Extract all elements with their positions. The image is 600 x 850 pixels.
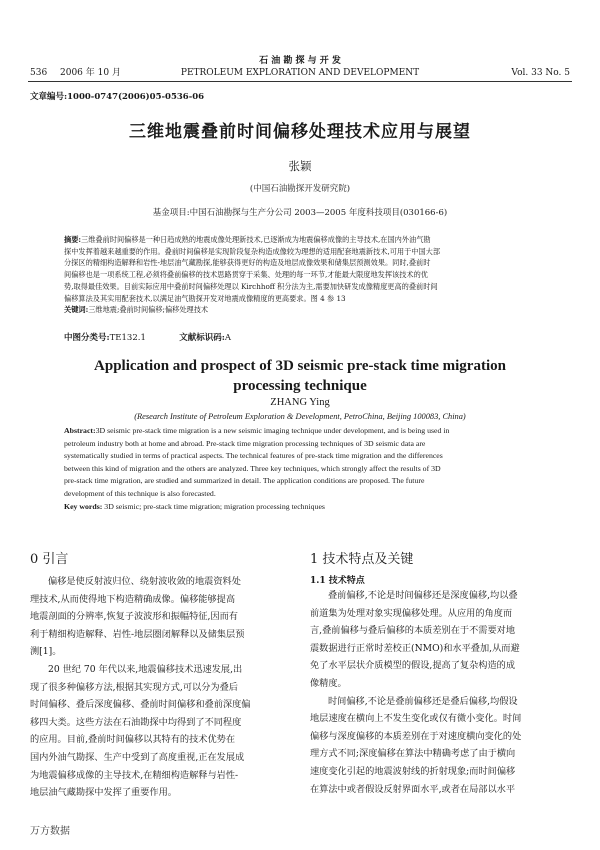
title-en-line: processing technique: [233, 378, 367, 394]
abstract-en-line: systematically studied in terms of practical aspects. The technical features of pre-stack time migration and the differences: [64, 451, 443, 461]
author-en: ZHANG Ying: [270, 397, 330, 408]
body-line: 叠前偏移,不论是时间偏移还是深度偏移,均以叠: [328, 590, 518, 601]
body-line: 理技术,从而使得地下构造精确成像。偏移能够提高: [30, 593, 236, 605]
body-line: 在算法中或者假设反射界面水平,或者在局部以水平: [310, 783, 516, 795]
abstract-en-label: Abstract:: [64, 426, 96, 435]
journal-name-en: PETROLEUM EXPLORATION AND DEVELOPMENT: [180, 68, 420, 78]
abstract-en-line: between this kind of migration and the others are analyzed. Three key techniques, which strongly affect the results of 3D: [64, 463, 441, 473]
keywords-en: 3D seismic; pre-stack time migration; migration processing techniques: [104, 501, 325, 511]
abstract-cn-line: 探中发挥着越来越重要的作用。叠前时间偏移是实现阶段复杂构造成像较为理想的适用配套地震新技术,可用于中国大部: [64, 246, 441, 256]
abstract-cn-label: 摘要:: [64, 235, 82, 244]
abstract-en-line: 3D seismic pre-stack time migration is a new seismic imaging technique under development, and is being used in: [95, 426, 450, 435]
classification: [64, 333, 231, 344]
clc-value: TE132.1: [109, 333, 146, 343]
watermark: 万方数据: [30, 826, 70, 837]
abstract-cn-line: 势,取得最佳效果。目前实际应用中叠前时间偏移处理以 Kirchhoff 积分法为主,需要加快研发成像精度更高的叠前时间: [64, 281, 438, 291]
abstract-en-line: development of this technique is also forecasted.: [64, 488, 216, 498]
right-column-text: [310, 587, 572, 798]
body-line: 利于精细构造解释、岩性-地层圈闭解释以及储集层预: [30, 628, 245, 640]
abstract-en: [64, 425, 542, 513]
keywords-cn: 三维地震;叠前时间偏移;偏移处理技术: [88, 305, 209, 315]
affiliation-cn: (中国石油勘探开发研究院): [249, 184, 351, 194]
body-line: 地层油气藏勘探中发挥了重要作用。: [30, 787, 177, 799]
body-line: 速度变化引起的地震波射线的折射现象;而时间偏移: [310, 765, 516, 777]
body-line: 的应用。目前,叠前时间偏移以其特有的技术优势在: [30, 734, 236, 746]
title-en-line: Application and prospect of 3D seismic pre-stack time migration: [94, 358, 506, 374]
body-line: 国内外油气勘探、生产中受到了高度重视,正在发展成: [30, 751, 245, 763]
section-0-heading: 0 引言: [30, 552, 69, 567]
article-id: 文章编号:1000-0747(2006)05-0536-06: [30, 92, 205, 102]
volume-issue: Vol. 33 No. 5: [511, 68, 570, 78]
body-line: 偏移是使反射波归位、绕射波收敛的地震资料处: [48, 576, 241, 587]
body-line: 时间偏移、叠后深度偏移、叠前时间偏移和叠前深度偏: [30, 699, 251, 711]
abstract-cn-line: 分探区的精细构造解释和岩性-地层油气藏勘探,能够获得更好的构造及地层成像效果和储集层预测效果。同时,叠前时: [64, 258, 431, 268]
abstract-cn-line: 偏移算法及其实用配套技术,以满足油气勘探开发对地震成像精度的更高要求。图 4 参 13: [64, 293, 346, 303]
body-line: 现了很多种偏移方法,根据其实现方式,可以分为叠后: [30, 681, 238, 693]
author-cn: 张颖: [288, 159, 312, 173]
body-line: 为地震偏移成像的主导技术,在精细构造解释与岩性-: [30, 769, 239, 781]
doc-code-value: A: [224, 333, 232, 343]
header-rule: [28, 81, 572, 82]
keywords-en-label: Key words:: [64, 501, 103, 511]
body-line: 像精度。: [310, 677, 347, 689]
title-en: [40, 356, 560, 396]
left-column-text: [30, 573, 298, 802]
abstract-cn: [64, 234, 542, 316]
funding-note: 基金项目:中国石油勘探与生产分公司 2003—2005 年度科技项目(030166-6): [152, 208, 448, 218]
affiliation-en: (Research Institute of Petroleum Exploration & Development, PetroChina, Beijing 100083, China): [134, 412, 466, 421]
body-line: 言,叠前偏移与叠后偏移的本质差别在于不需要对地: [310, 625, 516, 637]
body-line: 地层速度在横向上不发生变化或仅有微小变化。时间: [310, 713, 522, 725]
body-line: 理方式不同;深度偏移在算法中精确考虑了由于横向: [310, 748, 516, 760]
body-line: 前道集为处理对象实现偏移处理。从应用的角度而: [310, 607, 513, 619]
body-line: 地震剖面的分辨率,恢复子波波形和振幅特征,因而有: [30, 611, 238, 623]
body-line: 时间偏移,不论是叠前偏移还是叠后偏移,均假设: [328, 695, 518, 707]
page-number: 536: [30, 68, 48, 78]
title-cn: 三维地震叠前时间偏移处理技术应用与展望: [129, 122, 471, 142]
body-line: 偏移与深度偏移的本质差别在于对速度横向变化的处: [310, 730, 522, 742]
doc-code-label: 文献标识码:: [179, 333, 225, 343]
abstract-en-line: pre-stack time migration, are studied and summarized in detail. The application conditions are proposed. The future: [64, 476, 425, 486]
section-1-heading: 1 技术特点及关键: [310, 552, 414, 567]
subsection-1-1-heading: 1.1 技术特点: [310, 576, 365, 586]
body-line: 震数据进行正常时差校正(NMO)和水平叠加,从而避: [310, 642, 520, 654]
body-line: 移四大类。这些方法在石油勘探中均得到了不同程度: [30, 716, 242, 728]
body-line: 测[1]。: [30, 646, 62, 658]
clc-label: 中图分类号:: [64, 333, 110, 343]
abstract-cn-line: 间偏移也是一项系统工程,必须将叠前偏移的技术思路贯穿于采集、处理的每一环节,才能最大限度地发挥该技术的优: [64, 270, 428, 280]
keywords-cn-label: 关键词:: [64, 305, 89, 315]
issue-date: 2006 年 10 月: [60, 68, 121, 78]
body-line: 20 世纪 70 年代以来,地震偏移技术迅速发展,出: [48, 663, 243, 675]
abstract-en-line: petroleum industry both at home and abroad. Pre-stack time migration processing techniques of 3D seismic data are: [64, 438, 426, 448]
abstract-cn-line: 三维叠前时间偏移是一种日趋成熟的地震成像处理新技术,已逐渐成为地震偏移成像的主导技术,在国内外油气勘: [81, 235, 431, 244]
body-line: 免了水平层状介质模型的假设,提高了复杂构造的成: [310, 660, 516, 672]
journal-name-cn: 石 油 勘 探 与 开 发: [259, 56, 341, 66]
